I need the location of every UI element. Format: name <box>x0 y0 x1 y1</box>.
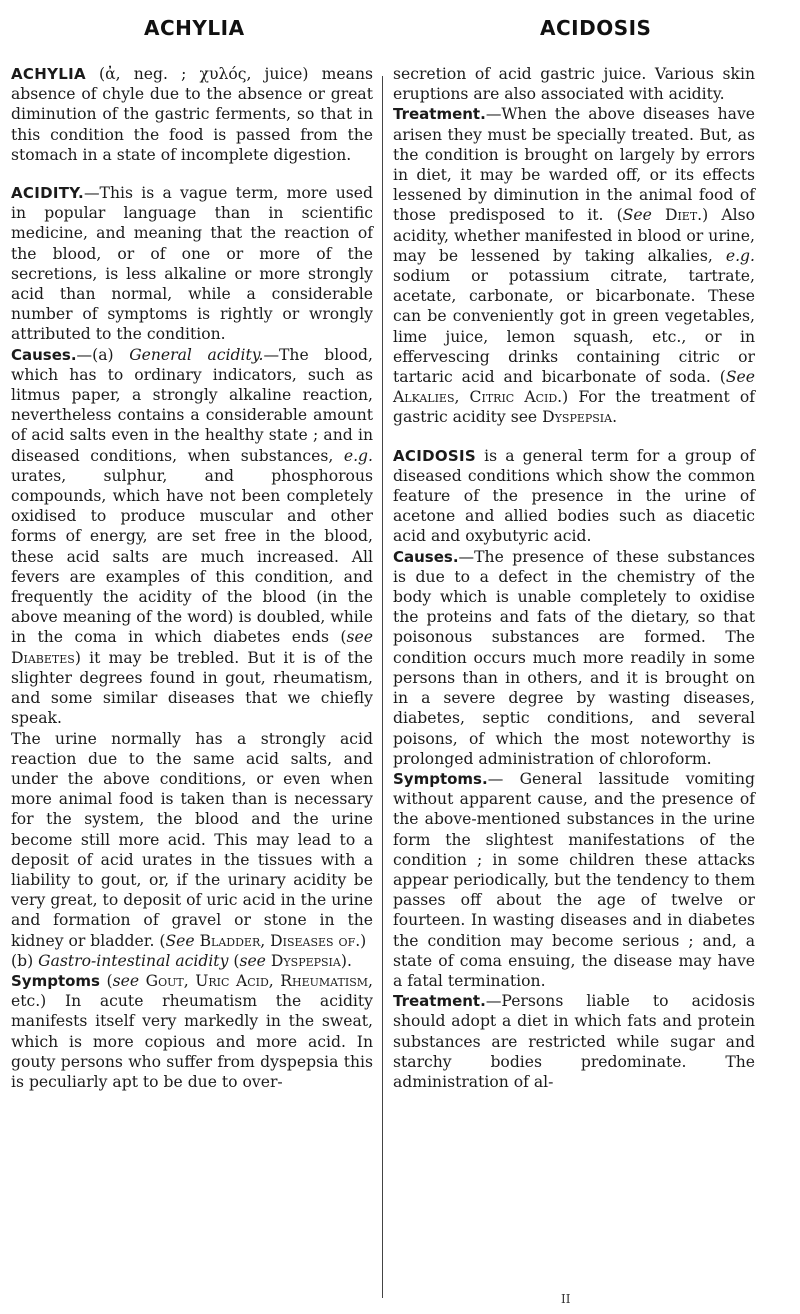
see-word: See <box>725 368 755 387</box>
entry-acidosis <box>393 446 755 547</box>
cross-reference-diabetes: Diabetes <box>11 648 75 667</box>
section-body: —Persons liable to acidosis should adopt a diet in which fats and protein substances are restricted while sugar and starchy bodies predominate. The administration of al- <box>393 992 755 1091</box>
paragraph-body: The urine normally has a strongly acid reaction due to the same acid salts, and under the above conditions, or even when more animal food is taken than is necessary for the system, the blood and the urine become still more acid. This may lead to a deposit of acid urates in the tissues with a liability to gout, or, if the urinary acidity be very great, to deposit of uric acid in the urine and formation of gravel or stone in the kidney or bladder. ( <box>11 729 373 950</box>
left-column <box>11 64 373 1092</box>
section-body: .) Also acidity, whether manifested in blood or urine, may be lessened by taking alkalies, <box>393 206 755 265</box>
headword-acidosis: ACIDOSIS <box>393 446 476 465</box>
cross-reference-dyspepsia: Dyspepsia <box>542 408 613 427</box>
column-divider <box>382 76 383 1298</box>
running-head-left: ACHYLIA <box>144 16 245 40</box>
section-body: —The presence of these substances is due to a defect in the chemistry of the body which is unable completely to oxidise the proteins and fats of the dietary, so that poisonous substances are formed. The condition occurs much more readily in some persons than in others, and it is brought on in a severe degree by wasting diseases, diabetes, septic conditions, and several poisons, of which the most noteworthy is prolonged administration of chloroform. <box>393 547 755 768</box>
abbrev-eg: e.g. <box>725 246 755 265</box>
section-causes-acidosis <box>393 547 755 769</box>
period: . <box>612 408 618 427</box>
section-body: , etc.) In acute rheumatism the acidity manifests itself very markedly in the sweat, which is more copious and more acid. In gouty persons who suffer from dyspepsia this is peculiarly apt to be due to over- <box>11 971 373 1091</box>
section-gastro-intestinal <box>11 951 373 971</box>
paren-open: ( <box>233 951 240 970</box>
entry-body: is a general term for a group of diseased conditions which show the common feature of the presence in the urine of acetone and allied bodies such as diacetic acid and oxybutyric acid. <box>393 446 755 546</box>
section-causes <box>11 345 373 729</box>
section-body: ) it may be trebled. But it is of the slighter degrees found in gout, rheumatism, and some similar diseases that we chiefly speak. <box>11 648 373 728</box>
subheading-causes: Causes. <box>11 345 77 364</box>
page-folio: II <box>561 1292 571 1306</box>
abbrev-eg: e.g. <box>343 446 373 465</box>
entry-body: means absence of chyle due to the absence or great diminution of the gastric ferments, so that in this condition the food is passed from the stomach in a state of incomplete digestion. <box>11 65 373 164</box>
section-symptoms <box>11 971 373 1092</box>
section-body: urates, sulphur, and phosphorous compounds, which have not been completely oxidised to produce muscular and other forms of energy, are set free in the blood, these acid salts are much increased. All fevers are examples of this condition, and frequently the acidity of the blood (in the above meaning of the word) is doubled, while in the coma in which diabetes ends ( <box>11 466 373 647</box>
entry-achylia <box>11 64 373 165</box>
marker-a: —(a) <box>76 345 114 364</box>
section-body: .) For the treatment of gastric acidity see <box>393 388 755 427</box>
see-word: see <box>239 951 266 970</box>
cross-reference-gout: Gout, Uric Acid, Rheumatism <box>145 971 369 990</box>
see-word: See <box>622 206 652 225</box>
subheading-treatment: Treatment. <box>393 105 486 124</box>
entry-acidity <box>11 183 373 345</box>
cross-reference-dyspepsia: Dyspepsia <box>270 951 341 970</box>
etymology: (ἀ, neg. ; χυλός, juice) <box>99 65 309 83</box>
right-column <box>393 64 755 1092</box>
running-head-right: ACIDOSIS <box>540 16 652 40</box>
headword-acidity: ACIDITY. <box>11 184 84 203</box>
subheading-causes: Causes. <box>393 547 459 566</box>
section-body: —The blood, which has to ordinary indicators, such as litmus paper, a strongly alkaline reaction, nevertheless contains a considerable amount of acid salts even in the healthy state ; and in diseased conditions, when substances, <box>11 345 373 465</box>
subheading-gastro-intestinal: Gastro-intestinal acidity <box>38 951 229 970</box>
see-word: see <box>346 628 373 647</box>
section-treatment-acidosis <box>393 991 755 1092</box>
subheading-symptoms: Symptoms. <box>393 769 488 788</box>
paren-close: ). <box>340 951 352 970</box>
subheading-general-acidity: General acidity. <box>129 345 264 364</box>
section-treatment <box>393 104 755 427</box>
paragraph-body: .) <box>355 931 367 950</box>
paragraph-continued: secretion of acid gastric juice. Various skin eruptions are also associated with acidity. <box>393 65 755 104</box>
paren-open: ( <box>106 971 113 990</box>
see-word: see <box>112 971 140 990</box>
section-body: sodium or potassium citrate, tartrate, acetate, carbonate, or bicarbonate. These can be conveniently got in green vegetables, lime juice, lemon squash, etc., or in effervescing drinks containing citric or tartaric acid and bicarbonate of soda. ( <box>393 267 755 387</box>
cross-reference-alkalies: Alkalies, Citric Acid <box>393 388 558 407</box>
section-body: — General lassitude vomiting without apparent cause, and the presence of the above-mentioned substances in the urine form the slightest manifestations of the condition ; in some children these attacks appear periodically, but the tendency to them passes off about the age of twelve or fourteen. In wasting diseases and in diabetes the condition may become serious ; and, a state of coma ensuing, the disease may have a fatal termination. <box>393 769 755 990</box>
headword-achylia: ACHYLIA <box>11 65 86 83</box>
subheading-symptoms: Symptoms <box>11 971 100 990</box>
see-word: See <box>165 931 195 950</box>
section-symptoms-acidosis <box>393 769 755 991</box>
cross-reference-bladder: Bladder, Diseases of <box>199 931 356 950</box>
entry-body: —This is a vague term, more used in popular language than in scientific medicine, and meaning that the reaction of the blood, or of one or more of the secretions, is less alkaline or more strongly acid than normal, while a considerable number of symptoms is rightly or wrongly attributed to the condition. <box>11 184 373 344</box>
subheading-treatment: Treatment. <box>393 992 486 1011</box>
paragraph-urine <box>11 729 373 951</box>
cross-reference-diet: Diet <box>664 206 698 225</box>
marker-b: (b) <box>11 951 34 970</box>
section-body: —When the above diseases have arisen they must be specially treated. But, as the condition is brought on largely by errors in diet, it may be warded off, or its effects lessened by diminution in the animal food of those predisposed to it. ( <box>393 105 755 225</box>
